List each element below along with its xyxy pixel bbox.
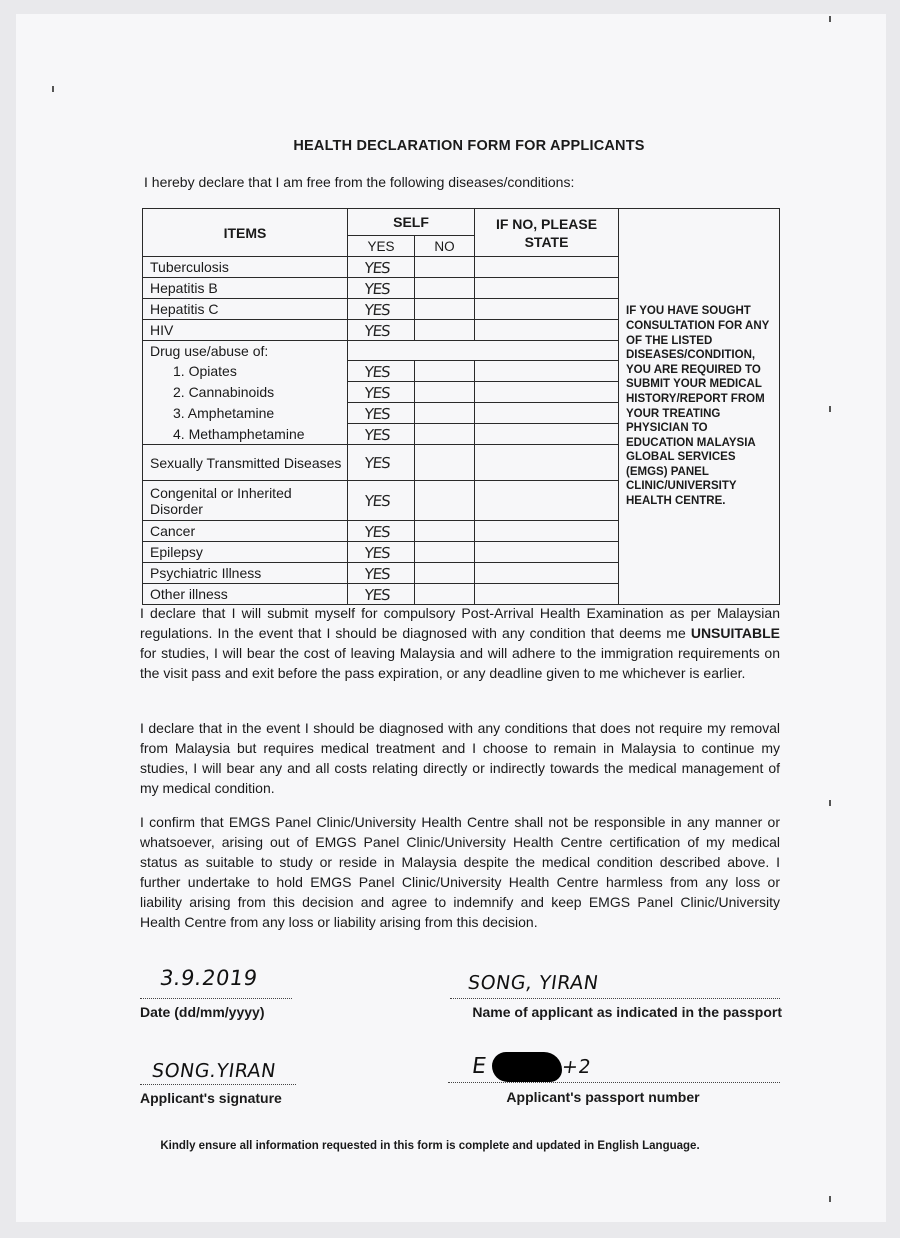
yes-answer[interactable]: YES (346, 521, 415, 542)
item-label: Tuberculosis (143, 257, 348, 278)
state-field[interactable] (475, 521, 619, 542)
name-line (450, 998, 780, 999)
no-answer[interactable] (415, 320, 475, 341)
state-field[interactable] (475, 361, 619, 382)
yes-answer[interactable]: YES (346, 584, 415, 605)
no-answer[interactable] (415, 542, 475, 563)
unsuitable-emphasis: UNSUITABLE (690, 625, 781, 641)
declaration-paragraph-3: I confirm that EMGS Panel Clinic/University Health Centre shall not be responsible in any manner or whatsoever, arising out of EMGS Panel Clinic/University Health Centre certification of my medical status as suitable to study or reside in Malaysia despite the medical condition described above. I further undertake to hold EMGS Panel Clinic/University Health Centre harmless from any loss or liability arising from this decision and agree to indemnify and keep EMGS Panel Clinic/University Health Centre from any loss or liability arising from this decision. (140, 814, 780, 930)
item-label: HIV (143, 320, 348, 341)
yes-answer[interactable]: YES (346, 299, 415, 320)
header-no: NO (415, 236, 475, 257)
item-label: Cancer (143, 521, 348, 542)
signature-line (140, 1084, 296, 1085)
signature-label: Applicant's signature (140, 1090, 282, 1106)
no-answer[interactable] (415, 445, 475, 481)
state-field[interactable] (475, 542, 619, 563)
name-label: Name of applicant as indicated in the passport (472, 1004, 782, 1020)
item-label: 4. Methamphetamine (143, 424, 348, 445)
scan-mark (52, 86, 54, 92)
no-answer[interactable] (415, 563, 475, 584)
no-answer[interactable] (415, 278, 475, 299)
drug-header: Drug use/abuse of: (143, 341, 348, 361)
item-label: 3. Amphetamine (143, 403, 348, 424)
no-answer[interactable] (415, 361, 475, 382)
passport-prefix[interactable]: E (470, 1054, 489, 1079)
passport-label: Applicant's passport number (506, 1089, 700, 1105)
drug-header-blank (348, 341, 619, 361)
state-field[interactable] (475, 382, 619, 403)
state-field[interactable] (475, 320, 619, 341)
date-value[interactable]: 3.9.2019 (158, 966, 260, 990)
passport-suffix[interactable]: +2 (560, 1056, 593, 1078)
declaration-table (142, 208, 780, 605)
date-line (140, 998, 292, 999)
yes-answer[interactable]: YES (345, 481, 416, 521)
no-answer[interactable] (415, 424, 475, 445)
item-label: Other illness (143, 584, 348, 605)
yes-answer[interactable]: YES (346, 403, 415, 424)
item-label: Epilepsy (143, 542, 348, 563)
yes-answer[interactable]: YES (346, 563, 415, 584)
applicant-signature-value[interactable]: SONG.YIRAN (150, 1060, 278, 1082)
yes-answer[interactable]: YES (346, 542, 415, 563)
state-field[interactable] (475, 403, 619, 424)
date-label: Date (dd/mm/yyyy) (140, 1004, 265, 1020)
scan-mark (829, 800, 831, 806)
redaction-mark (492, 1052, 562, 1082)
paragraph-1-part-b: for studies, I will bear the cost of leaving Malaysia and will adhere to the immigration requirements on the visit pass and exit before the pass expiration, or any deadline given to me whichever is earlier. (140, 645, 780, 681)
paragraph-1-part-a: I declare that I will submit myself for compulsory Post-Arrival Health Examination as per Malaysian regulations. In the event that I should be diagnosed with any condition that deems me (140, 605, 780, 641)
no-answer[interactable] (415, 257, 475, 278)
yes-answer[interactable]: YES (346, 278, 415, 299)
item-label: Hepatitis B (143, 278, 348, 299)
yes-answer[interactable]: YES (346, 320, 415, 341)
state-field[interactable] (475, 299, 619, 320)
header-if-no: IF NO, PLEASE STATE (475, 209, 619, 257)
item-label: 1. Opiates (143, 361, 348, 382)
state-field[interactable] (475, 445, 619, 481)
scan-mark (829, 1196, 831, 1202)
form-intro: I hereby declare that I am free from the following diseases/conditions: (144, 174, 575, 190)
item-label: Congenital or Inherited Disorder (143, 481, 348, 521)
yes-answer[interactable]: YES (346, 445, 417, 481)
name-value[interactable]: SONG, YIRAN (466, 972, 600, 994)
passport-line (448, 1082, 780, 1083)
no-answer[interactable] (415, 521, 475, 542)
state-field[interactable] (475, 257, 619, 278)
no-answer[interactable] (415, 403, 475, 424)
declaration-paragraph-2: I declare that in the event I should be diagnosed with any conditions that does not require my removal from Malaysia but requires medical treatment and I choose to remain in Malaysia to continue my studies, I will bear any and all costs relating directly or indirectly towards the medical management of my medical condition. (140, 720, 780, 796)
state-field[interactable] (475, 563, 619, 584)
state-field[interactable] (475, 584, 619, 605)
no-answer[interactable] (415, 299, 475, 320)
scan-mark (829, 16, 831, 22)
item-label: Hepatitis C (143, 299, 348, 320)
footer-note: Kindly ensure all information requested in this form is complete and updated in English Language. (160, 1140, 700, 1152)
item-label: Psychiatric Illness (143, 563, 348, 584)
header-yes: YES (348, 236, 415, 257)
yes-answer[interactable]: YES (346, 382, 415, 403)
state-field[interactable] (475, 278, 619, 299)
state-field[interactable] (475, 424, 619, 445)
header-items: ITEMS (143, 209, 348, 257)
yes-answer[interactable]: YES (346, 424, 415, 445)
no-answer[interactable] (415, 382, 475, 403)
side-note: IF YOU HAVE SOUGHT CONSULTATION FOR ANY OF THE LISTED DISEASES/CONDITION, YOU ARE REQUIRED TO SUBMIT YOUR MEDICAL HISTORY/REPORT FROM YOUR TREATING PHYSICIAN TO EDUCATION MALAYSIA GLOBAL SERVICES (EMGS) PANEL CLINIC/UNIVERSITY HEALTH CENTRE. (619, 209, 780, 605)
item-label: 2. Cannabinoids (143, 382, 348, 403)
no-answer[interactable] (415, 584, 475, 605)
declaration-paragraph-1 (140, 603, 780, 683)
item-label: Sexually Transmitted Diseases (143, 445, 348, 481)
yes-answer[interactable]: YES (346, 257, 415, 278)
scan-mark (829, 406, 831, 412)
state-field[interactable] (475, 481, 619, 521)
yes-answer[interactable]: YES (346, 361, 415, 382)
no-answer[interactable] (415, 481, 475, 521)
header-self: SELF (348, 209, 475, 236)
form-title: HEALTH DECLARATION FORM FOR APPLICANTS (293, 138, 645, 154)
